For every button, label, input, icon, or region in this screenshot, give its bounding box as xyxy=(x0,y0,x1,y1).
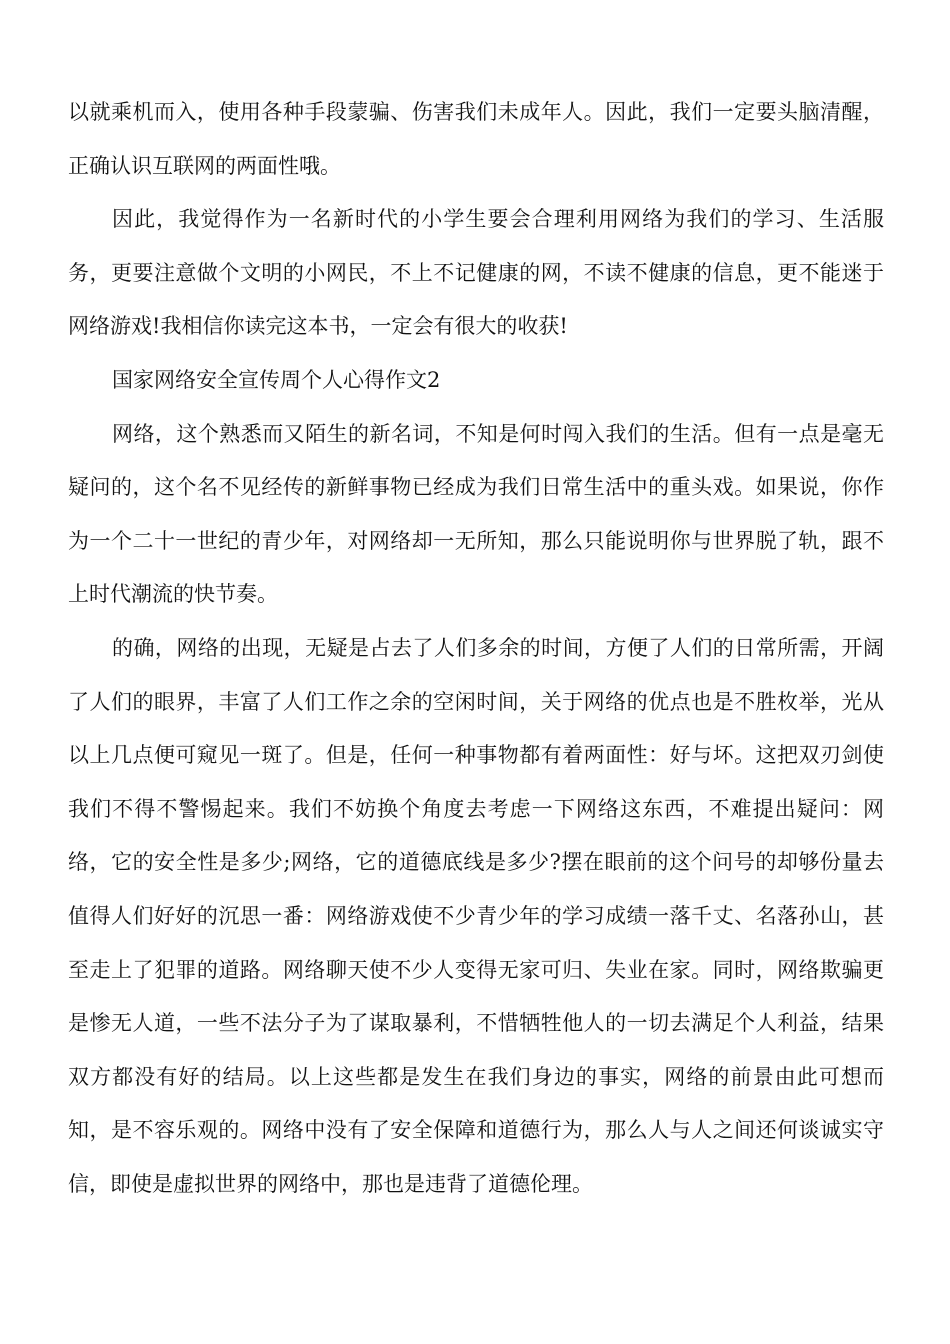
paragraph-continuation: 以就乘机而入，使用各种手段蒙骗、伤害我们未成年人。因此，我们一定要头脑清醒，正确认识互联网的两面性哦。 xyxy=(68,100,884,178)
paragraph-conclusion: 因此，我觉得作为一名新时代的小学生要会合理利用网络为我们的学习、生活服务，更要注意做个文明的小网民，不上不记健康的网，不读不健康的信息，更不能迷于网络游戏!我相信你读完这本书，一定会有很大的收获! xyxy=(68,207,884,339)
essay-heading: 国家网络安全宣传周个人心得作文2 xyxy=(112,367,441,392)
document-page xyxy=(68,86,884,1211)
paragraph-body: 的确，网络的出现，无疑是占去了人们多余的时间，方便了人们的日常所需，开阔了人们的眼界，丰富了人们工作之余的空闲时间，关于网络的优点也是不胜枚举，光从以上几点便可窥见一斑了。但是，任何一种事物都有着两面性：好与坏。这把双刃剑使我们不得不警惕起来。我们不妨换个角度去考虑一下网络这东西，不难提出疑问：网络，它的安全性是多少;网络，它的道德底线是多少?摆在眼前的这个问号的却够份量去值得人们好好的沉思一番：网络游戏使不少青少年的学习成绩一落千丈、名落孙山，甚至走上了犯罪的道路。网络聊天使不少人变得无家可归、失业在家。同时，网络欺骗更是惨无人道，一些不法分子为了谋取暴利，不惜牺牲他人的一切去满足个人利益，结果双方都没有好的结局。以上这些都是发生在我们身边的事实，网络的前景由此可想而知，是不容乐观的。网络中没有了安全保障和道德行为，那么人与人之间还何谈诚实守信，即使是虚拟世界的网络中，那也是违背了道德伦理。 xyxy=(68,635,884,1196)
paragraph-intro: 网络，这个熟悉而又陌生的新名词，不知是何时闯入我们的生活。但有一点是毫无疑问的，这个名不见经传的新鲜事物已经成为我们日常生活中的重头戏。如果说，你作为一个二十一世纪的青少年，对网络却一无所知，那么只能说明你与世界脱了轨，跟不上时代潮流的快节奏。 xyxy=(68,421,884,607)
